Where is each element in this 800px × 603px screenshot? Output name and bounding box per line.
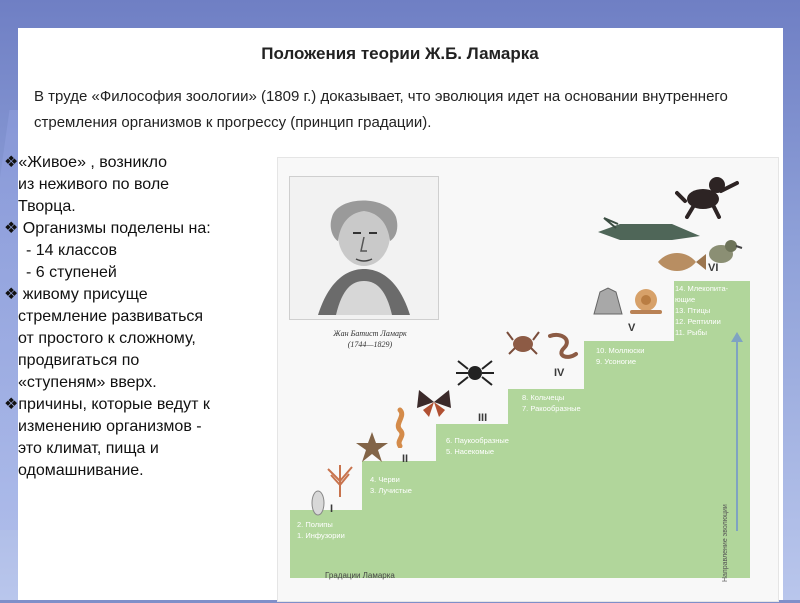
crab-icon — [505, 326, 541, 358]
step-4-line: 8. Кольчецы — [522, 393, 565, 402]
starfish-icon — [353, 428, 391, 466]
step-6-line: 11. Рыбы — [675, 328, 708, 337]
left-bullets — [4, 152, 274, 482]
step-1-line: 1. Инфузории — [297, 531, 345, 540]
step-4-line: 7. Ракообразные — [522, 404, 581, 413]
roman-numeral: II — [402, 453, 409, 465]
bullet-line: одомашнивание. — [18, 462, 144, 479]
evolution-arrow-line — [736, 341, 738, 531]
butterfly-icon — [413, 384, 455, 420]
bullet-line: ❖ живому присуще — [4, 286, 148, 303]
step-5-label — [596, 345, 644, 367]
lamarck-figure — [277, 157, 779, 602]
step-1-label — [297, 519, 345, 541]
bullet-line: ❖«Живое» , возникло — [4, 154, 168, 171]
roman-numeral: V — [628, 322, 636, 334]
bullet-line: - 14 классов — [26, 242, 118, 259]
roman-numeral: III — [478, 412, 488, 424]
worm-icon — [388, 406, 412, 448]
bullet-line: изменению организмов - — [18, 418, 202, 435]
step-2-line: 4. Черви — [370, 475, 400, 484]
bullet-line: «ступеням» вверх. — [18, 374, 157, 391]
annelid-icon — [546, 330, 580, 362]
portrait-caption-name: Жан Батист Ламарк — [333, 329, 407, 338]
step-2-line: 3. Лучистые — [370, 486, 412, 495]
bullet-line: из неживого по воле — [18, 176, 170, 193]
bullet-line: ❖ Организмы поделены на: — [4, 220, 211, 237]
roman-numeral: VI — [708, 262, 719, 274]
step-5-line: 9. Усоногие — [596, 357, 637, 366]
step-1-line: 2. Полипы — [297, 520, 333, 529]
step-6-line: 14. Млекопита- — [675, 284, 729, 293]
slide-title: Положения теории Ж.Б. Ламарка — [261, 44, 539, 63]
bullet-line: продвигаться по — [18, 352, 140, 369]
barnacle-icon — [590, 284, 626, 318]
step-3-line: 6. Паукообразные — [446, 436, 509, 445]
bullet-line: это климат, пища и — [18, 440, 159, 457]
bird-icon — [703, 230, 743, 272]
step-4-label — [522, 392, 581, 414]
portrait-caption-years: (1744—1829) — [347, 340, 393, 349]
fish-icon — [652, 246, 708, 276]
roman-numeral: IV — [554, 367, 565, 379]
step-6-line: 12. Рептилии — [675, 317, 721, 326]
step-4 — [508, 389, 584, 578]
crocodile-icon — [596, 214, 702, 248]
step-6-line: 13. Птицы — [675, 306, 711, 315]
bullet-line: от простого к сложному, — [18, 330, 196, 347]
step-2-label — [370, 474, 412, 496]
bullet-line: - 6 ступеней — [26, 264, 117, 281]
roman-numeral: I — [330, 503, 334, 515]
step-5-line: 10. Моллюски — [596, 346, 645, 355]
step-5 — [584, 341, 674, 578]
bullet-line: Творца. — [18, 198, 76, 215]
bullet-line: ❖причины, которые ведут к — [4, 396, 210, 413]
axis-label: Направление эволюции — [722, 504, 729, 582]
step-3-line: 5. Насекомые — [446, 447, 495, 456]
spider-icon — [454, 355, 496, 391]
monkey-icon — [675, 171, 743, 219]
step-6-label — [675, 283, 728, 338]
infusoria-icon — [308, 488, 328, 518]
step-6-line: ющие — [675, 295, 696, 304]
intro-paragraph: В труде «Философия зоологии» (1809 г.) доказывает, что эволюция идет на основании внутреннего стремления организмов к прогрессу (принцип градации). — [34, 88, 728, 131]
bullet-line: стремление развиваться — [18, 308, 204, 325]
step-3-label — [446, 435, 509, 457]
figure-caption: Градации Ламарка — [325, 571, 395, 580]
snail-icon — [626, 284, 666, 318]
